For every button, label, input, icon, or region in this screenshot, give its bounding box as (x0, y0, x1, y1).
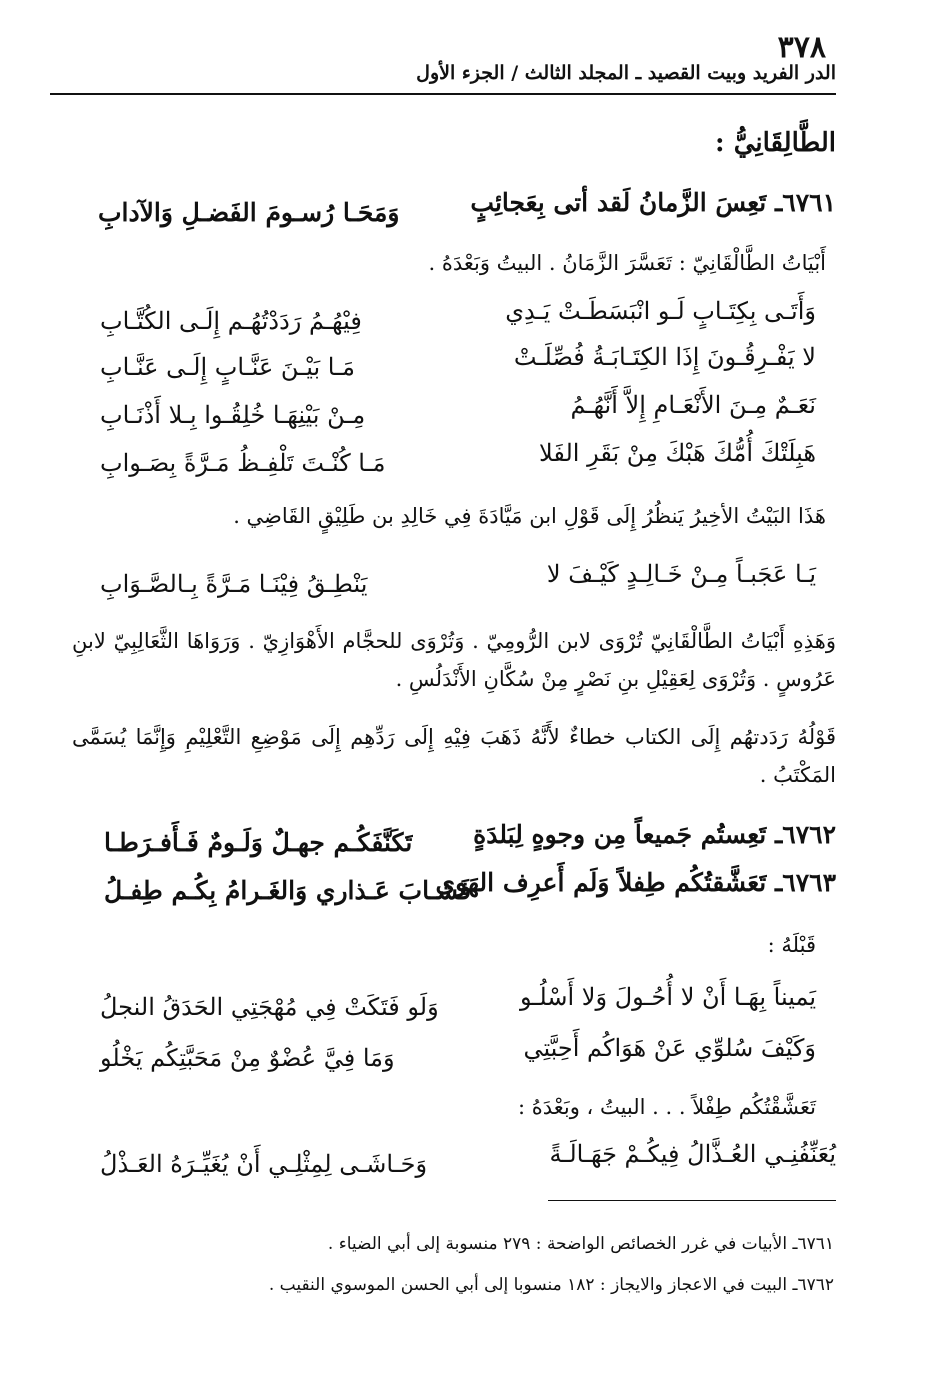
verse-6763-first-hemistich: ٦٧٦٣ـ تَعَشَّقتُكُم طِفلاً وَلَم أَعرِف الهَوى (435, 868, 836, 897)
last-verse-first: يُعَنِّفُنِـي العُـذَّالُ فِيكُـمْ جَهَـالَـةً (549, 1140, 836, 1168)
poem2-line2-first: وَكَيْفَ سُلوِّي عَنْ هَوَاكُم أَحِبَّتِي (523, 1034, 816, 1062)
qablahu-label: قَبْلَهُ : (767, 933, 816, 957)
running-head: الدر الفريد وبيت القصيد ـ المجلد الثالث / الجزء الأول (416, 62, 836, 84)
page-number: ٣٧٨ (777, 30, 826, 65)
footnote-6761: ٦٧٦١ـ الأبيات في غرر الخصائص الواضحة : ٢٧٩ منسوبة إلى أبي الضياء . (327, 1234, 834, 1254)
poem1-line3-first: نَعَـمٌ مِـنَ الأَنْعَـامِ إِلاَّ أَنَّهُـمُ (570, 391, 816, 419)
poet-heading: الطَّالِقَانِيُّ : (715, 128, 836, 158)
header-rule (50, 93, 836, 95)
commentary-paragraph-4: قَوْلُهُ رَدَدتهُم إِلَى الكتاب خطاءٌ لأَنَّهُ ذَهَبَ فِيْهِ إِلَى رَدِّهِم إِلَى مَوْضِعِ التَّعْلِيْمِ وَإِنَّمَا يُسَمَّى المَكْتَبُ . (72, 725, 836, 787)
mayyada-verse-second: يَنْطِـقُ فِيْنَـا مَـرَّةً بِـالصَّـوَابِ (100, 570, 368, 598)
verse-6763-second-hemistich: فَشـابَ عَـذاري وَالغَـرامُ بِكُـم طِفـلُ (104, 876, 472, 905)
verse-6761-first-hemistich: ٦٧٦١ـ تَعِسَ الزَّمانُ لَقد أتى بِعَجائِبٍ (470, 188, 836, 217)
poem1-line1-second: فِيْهُـمُ رَدَدْتُهُـم إِلَـى الكُتَّـابِ (100, 307, 362, 335)
poem1-line4-second: مَـا كُنْـتَ تَلْفِـظُ مَـرَّةً بِصَـوابِ (100, 449, 386, 477)
footnote-6762: ٦٧٦٢ـ البيت في الاعجاز والايجاز : ١٨٢ منسوبا إلى أبي الحسن الموسوي النقيب . (268, 1275, 834, 1295)
poem2-line2-second: وَمَا فِيَّ عُضْوٌ مِنْ مَحَبَّتِكُم يَخْلُو (100, 1044, 395, 1072)
commentary-paragraph-5: تَعَشَّقْتُكُم طِفْلاً . . . البيتُ ، وبَعْدَهُ : (517, 1095, 816, 1119)
poem1-line1-first: وَأَتَـى بِكِتَـابٍ لَـو انْبَسَطَـتْ يَـدِي (505, 297, 816, 325)
verse-6761-second-hemistich: وَمَحَـا رُسـومَ الفَضـلِ وَالآدابِ (98, 198, 400, 227)
commentary-paragraph-3: وَهَذِهِ أَبْيَاتُ الطَّالْقَانِيّ تُرْوَى لابن الرُّومِيّ . وَتُرْوَى للحجَّام الأَهْوَازِيّ . وَرَوَاهَا الثَّعَالِبِيّ لابنِ عَرُوسٍ . وَتُرْوَى لِعَقِيْلِ بنِ نَصْرٍ مِنْ سُكَّانِ الأَنْدَلُسِ . (72, 629, 836, 691)
poem1-line3-second: مِـنْ بَيْنِهَـا خُلِقُـوا بِـلا أَذْنَـابِ (100, 401, 366, 429)
verse-6762-second-hemistich: تَكَنَّفَكُـم جهـلٌ وَلَـومٌ فَـأَفـرَطـا (104, 828, 413, 857)
commentary-paragraph-2: هَذَا البَيْتُ الأخِيرُ يَنظُرُ إِلَى قَوْلِ ابن مَيَّادَةَ فِي خَالِدِ بن طَلِيْقٍ القَاضِي . (233, 504, 826, 528)
commentary-paragraph-1: أَبْيَاتُ الطَّالْقَانِيّ : تَعَسَّرَ الزَّمَانُ . البيتُ وَبَعْدَهُ . (428, 251, 826, 275)
poem2-line1-second: وَلَو فَتَكَتْ فِي مُهْجَتِي الحَدَقُ النجلُ (100, 993, 439, 1021)
last-verse-second: وَحَـاشَـى لِمِثْلِـي أَنْ يُغَيِّـرَهُ العَـذْلُ (100, 1150, 428, 1178)
poem2-line1-first: يَميناً بِهَـا أَنْ لا أُحُـولَ وَلا أَسْلُـو (520, 983, 816, 1011)
poem1-line4-first: هَبِلَتْكَ أُمُّكَ هَبْكَ مِنْ بَقَرِ الفَلا (539, 439, 816, 467)
verse-6762-first-hemistich: ٦٧٦٢ـ تَعِستُم جَميعاً مِن وجوهٍ لِبَلدَةٍ (473, 820, 836, 849)
poem1-line2-first: لا يَفْـرِقُـونَ إِذَا الكِتَـابَـةُ فُصِّلَـتْ (513, 343, 816, 371)
poem1-line2-second: مَـا بَيْـنَ عَنَّـابٍ إِلَـى عَنَّـابِ (100, 353, 355, 381)
mayyada-verse-first: يَـا عَجَبـاً مِـنْ خَـالِـدٍ كَيْـفَ لا (546, 560, 816, 588)
footnote-rule (548, 1200, 836, 1201)
